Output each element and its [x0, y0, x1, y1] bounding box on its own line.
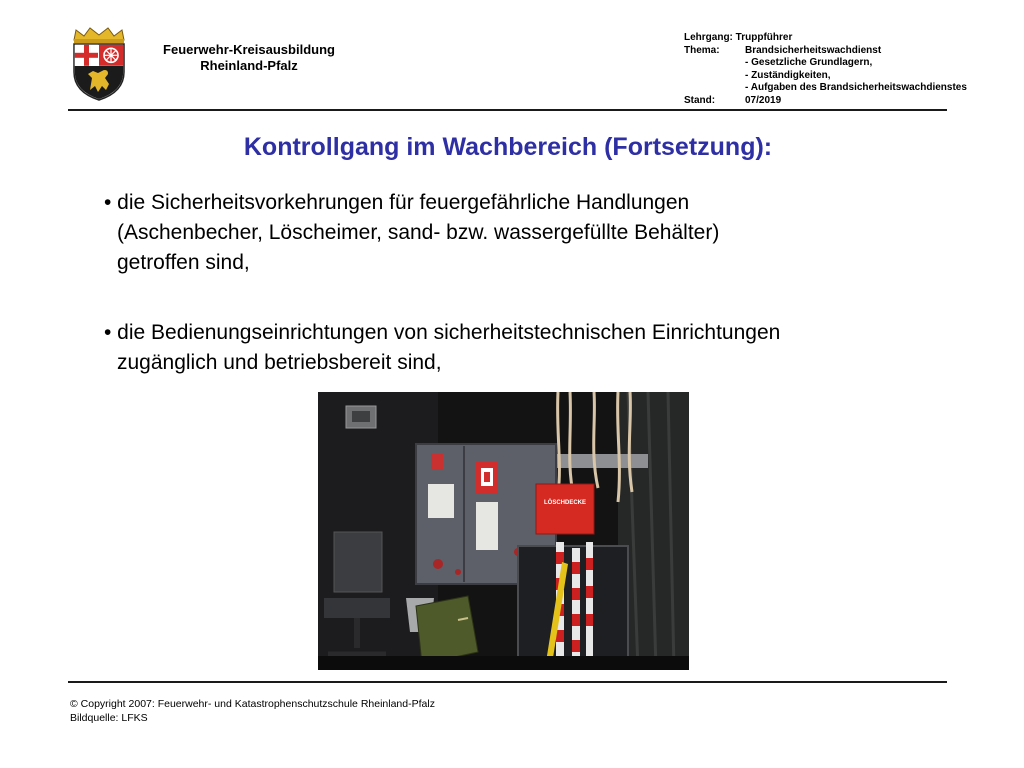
slide-title: Kontrollgang im Wachbereich (Fortsetzung): [243, 133, 773, 161]
course-info-key: Stand: [684, 94, 716, 106]
course-info-value: Brandsicherheitswachdienst [745, 44, 882, 56]
bullet-item [104, 188, 719, 278]
course-info-row-thema [684, 45, 967, 58]
bullet-item [104, 318, 780, 378]
footer-divider [68, 681, 947, 683]
course-info-value: Truppführer [735, 32, 793, 43]
course-info-key [684, 70, 745, 83]
course-info-key [684, 82, 745, 95]
rheinland-pfalz-crest-logo [68, 26, 130, 102]
course-info-value: - Gesetzliche Grundlagern, [745, 57, 873, 68]
org-name-line-2: Rheinland-Pfalz [200, 58, 298, 73]
fire-safety-equipment-photo [318, 392, 689, 670]
course-info-key: Thema: [684, 44, 720, 56]
course-info-row-topic-3 [684, 70, 967, 83]
course-info-key: Lehrgang: [684, 32, 733, 43]
bullet-line: • die Sicherheitsvorkehrungen für feuergefährliche Handlungen [104, 191, 690, 214]
bullet-line: (Aschenbecher, Löscheimer, sand- bzw. wassergefüllte Behälter) [117, 221, 720, 244]
organization-name [140, 42, 358, 74]
course-info-row-stand [684, 95, 967, 108]
course-info-row-topic-2 [684, 57, 967, 70]
image-source-text: Bildquelle: LFKS [70, 712, 148, 724]
bullet-line: • die Bedienungseinrichtungen von sicherheitstechnischen Einrichtungen [104, 321, 781, 344]
footer [70, 697, 435, 725]
bullet-line: zugänglich und betriebsbereit sind, [117, 351, 442, 374]
course-info-value: 07/2019 [745, 94, 782, 106]
header-divider [68, 109, 947, 111]
course-info-row-topic-4 [684, 82, 967, 95]
fire-blanket-label: LÖSCHDECKE [543, 500, 587, 506]
course-info-block [684, 32, 967, 107]
org-name-line-1: Feuerwehr-Kreisausbildung [163, 42, 335, 57]
course-info-key [684, 57, 745, 70]
copyright-text: © Copyright 2007: Feuerwehr- und Katastrophenschutzschule Rheinland-Pfalz [70, 698, 435, 710]
course-info-value: - Aufgaben des Brandsicherheitswachdienstes [745, 82, 967, 93]
course-info-row-lehrgang [684, 32, 967, 45]
course-info-value: - Zuständigkeiten, [745, 69, 831, 81]
bullet-line: getroffen sind, [117, 251, 250, 274]
